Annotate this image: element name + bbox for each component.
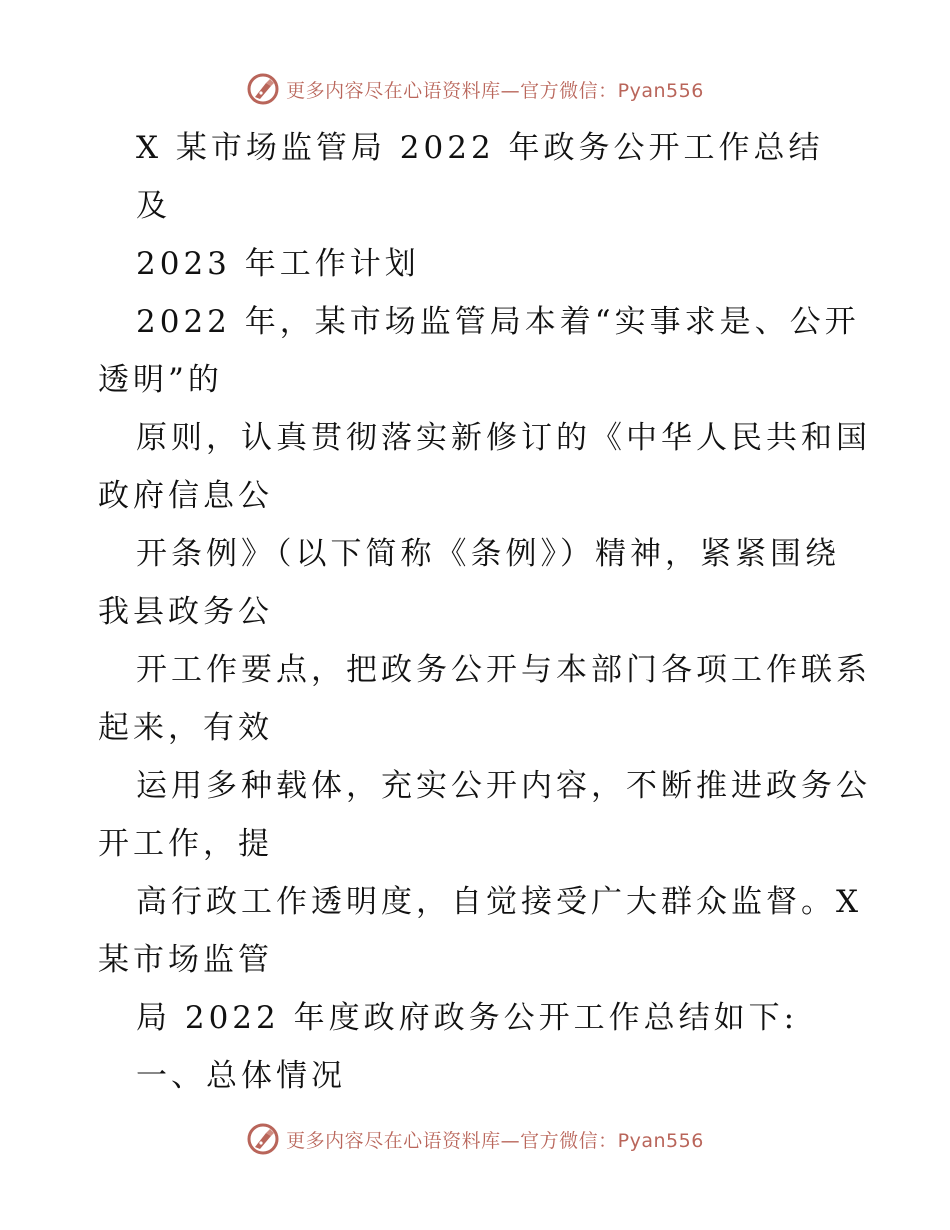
- pen-nib-icon: [246, 1122, 280, 1156]
- paragraph-line: 开工作，提: [98, 826, 273, 862]
- document-title-line: 及: [136, 188, 171, 224]
- paragraph-line: 政府信息公: [98, 478, 273, 514]
- paragraph-line: 运用多种载体，充实公开内容，不断推进政务公: [136, 768, 871, 804]
- paragraph-line: 透明”的: [98, 362, 223, 398]
- pen-nib-icon: [246, 72, 280, 106]
- footer-watermark: [0, 1122, 950, 1156]
- document-title-line: 2023 年工作计划: [136, 246, 420, 282]
- paragraph-line: 开工作要点，把政务公开与本部门各项工作联系: [136, 652, 871, 688]
- section-heading: 一、总体情况: [136, 1058, 346, 1094]
- paragraph-line: 开条例》（以下简称《条例》）精神，紧紧围绕: [136, 536, 840, 572]
- paragraph-line: 2022 年，某市场监管局本着“实事求是、公开: [136, 304, 860, 340]
- paragraph-line: 起来，有效: [98, 710, 273, 746]
- document-title-line: X 某市场监管局 2022 年政务公开工作总结: [136, 130, 824, 166]
- watermark-text: 更多内容尽在心语资料库—官方微信：Pyan556: [286, 79, 704, 102]
- paragraph-line: 原则，认真贯彻落实新修订的《中华人民共和国: [136, 420, 871, 456]
- paragraph-line: 某市场监管: [98, 942, 273, 978]
- paragraph-line: 局 2022 年度政府政务公开工作总结如下:: [136, 1000, 799, 1036]
- header-watermark: [0, 72, 950, 106]
- watermark-text: 更多内容尽在心语资料库—官方微信：Pyan556: [286, 1129, 704, 1152]
- paragraph-line: 我县政务公: [98, 594, 273, 630]
- paragraph-line: 高行政工作透明度，自觉接受广大群众监督。X: [136, 884, 863, 920]
